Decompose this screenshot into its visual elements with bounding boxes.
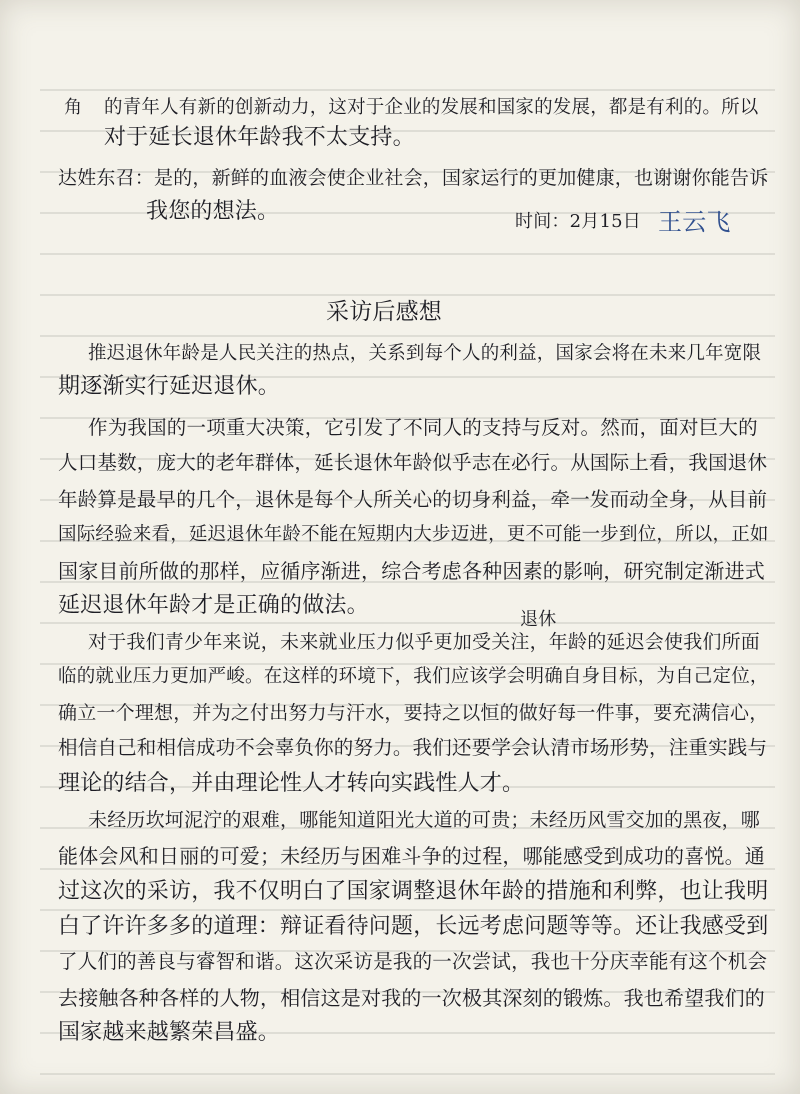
essay-line: 国家越来越繁荣昌盛。: [58, 1020, 281, 1045]
essay-line: 国际经验来看，延迟退休年龄不能在短期内大步迈进，更不可能一步到位，所以，正如: [58, 524, 769, 545]
essay-line: 对于我们青少年来说，未来就业压力似乎更加受关注，年龄的延迟会使我们所面: [88, 631, 761, 653]
essay-line: 作为我国的一项重大决策，它引发了不同人的支持与反对。然而，面对巨大的: [88, 416, 758, 439]
essay-line: 人口基数，庞大的老年群体，延长退休年龄似乎志在必行。从国际上看，我国退休: [58, 451, 768, 474]
essay-line: 去接触各种各样的人物，相信这是对我的一次极其深刻的锻炼。我也希望我们的: [58, 986, 765, 1010]
signature: 王云飞: [658, 208, 731, 236]
speaker-prefix: 角: [64, 97, 83, 118]
letter-line-4: 我您的想法。: [146, 199, 280, 224]
essay-line: 确立一个理想，并为之付出努力与汗水，要持之以恒的做好每一件事，要充满信心，: [58, 702, 769, 724]
essay-title: 采访后感想: [326, 299, 442, 325]
letter-line-2: 对于延长退休年龄我不太支持。: [104, 125, 415, 150]
essay-line: 年龄算是最早的几个，退休是每个人所关心的切身利益，牵一发而动全身，从目前: [58, 488, 768, 511]
essay-line: 延迟退休年龄才是正确的做法。: [58, 593, 369, 618]
essay-line: 白了许许多多的道理：辩证看待问题，长远考虑问题等等。还让我感受到: [58, 914, 769, 939]
letter-line-3: 达姓东召：是的，新鲜的血液会使企业社会，国家运行的更加健康，也谢谢你能告诉: [58, 167, 769, 189]
essay-line: 临的就业压力更加严峻。在这样的环境下，我们应该学会明确自身目标，为自己定位，: [58, 666, 769, 687]
essay-line: 推迟退休年龄是人民关注的热点，关系到每个人的利益，国家会将在未来几年宽限: [88, 343, 762, 364]
essay-line: 未经历坎坷泥泞的艰难，哪能知道阳光大道的可贵；未经历风雪交加的黑夜，哪: [88, 809, 761, 831]
essay-line: 理论的结合，并由理论性人才转向实践性人才。: [58, 771, 525, 796]
essay-line: 过这次的采访，我不仅明白了国家调整退休年龄的措施和利弊，也让我明: [58, 879, 769, 904]
essay-line: 能体会风和日丽的可爱；未经历与困难斗争的过程，哪能感受到成功的喜悦。通: [58, 844, 765, 868]
essay-line: 国家目前所做的那样，应循序渐进，综合考虑各种因素的影响，研究制定渐进式: [58, 559, 765, 583]
essay-line: 相信自己和相信成功不会辜负你的努力。我们还要学会认清市场形势，注重实践与: [58, 736, 768, 759]
essay-line: 期逐渐实行延迟退休。: [58, 374, 281, 399]
letter-line-1: 的青年人有新的创新动力，这对于企业的发展和国家的发展，都是有利的。所以: [104, 97, 759, 118]
essay-line: 了人们的善良与睿智和谐。这次采访是我的一次尝试，我也十分庆幸能有这个机会: [58, 950, 768, 973]
inserted-correction: 退休: [520, 609, 557, 630]
letter-date: 时间：2月15日: [515, 211, 641, 232]
